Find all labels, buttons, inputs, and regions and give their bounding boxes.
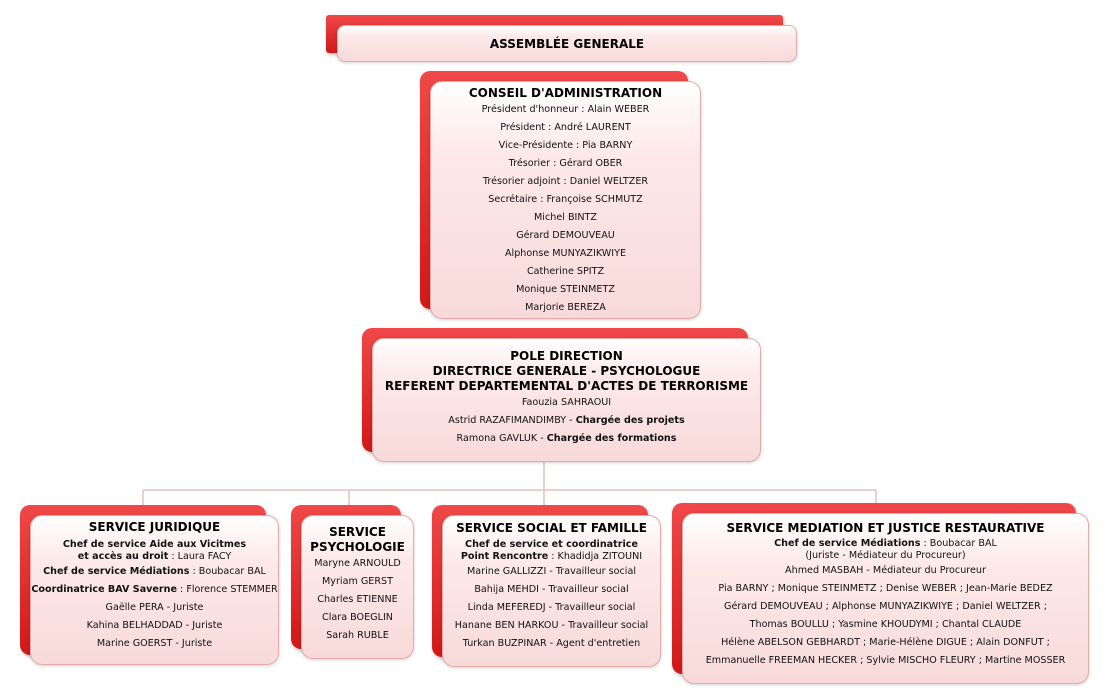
conseil-member: Monique STEINMETZ <box>516 284 615 295</box>
direction-title-1: POLE DIRECTION <box>510 349 623 363</box>
assemblee-title: ASSEMBLÉE GENERALE <box>489 37 645 51</box>
conseil-member: Michel BINTZ <box>534 212 597 223</box>
mediation-chef: Chef de service Médiations : Boubacar BAL <box>774 538 997 549</box>
social-member: Linda MEFEREDJ - Travailleur social <box>467 602 636 613</box>
mediation-member: Hélène ABELSON GEBHARDT ; Marie-Hélène DIGUE ; Alain DONFUT ; <box>721 637 1050 648</box>
service-mediation-box <box>672 503 1090 685</box>
mediation-member: Thomas BOULLU ; Yasmine KHOUDYMI ; Chantal CLAUDE <box>749 619 1022 630</box>
direction-staff: Ramona GAVLUK - Chargée des formations <box>456 433 677 444</box>
mediation-member: Pia BARNY ; Monique STEINMETZ ; Denise WEBER ; Jean-Marie BEDEZ <box>718 583 1053 594</box>
psychologie-member: Myriam GERST <box>322 576 393 587</box>
mediation-member: Ahmed MASBAH - Médiateur du Procureur <box>785 565 986 576</box>
conseil-member: Président : André LAURENT <box>500 122 631 133</box>
social-chef: Point Rencontre : Khadidja ZITOUNI <box>460 551 643 562</box>
direction-staff: Astrid RAZAFIMANDIMBY - Chargée des projets <box>448 415 685 426</box>
psychologie-member: Charles ETIENNE <box>317 594 398 605</box>
psychologie-member: Maryne ARNOULD <box>314 558 401 569</box>
juridique-member: Gaëlle PERA - Juriste <box>105 602 204 613</box>
pole-direction-box <box>362 328 762 463</box>
juridique-chef2: Chef de service Médiations : Boubacar BAL <box>43 566 266 577</box>
social-member: Hanane BEN HARKOU - Travailleur social <box>454 620 649 631</box>
mediation-title: SERVICE MEDIATION ET JUSTICE RESTAURATIVE <box>726 521 1045 535</box>
conseil-title: CONSEIL D'ADMINISTRATION <box>468 86 663 100</box>
psychologie-member: Sarah RUBLE <box>326 630 389 641</box>
social-member: Marine GALLIZZI - Travailleur social <box>466 566 636 577</box>
juridique-coord: Coordinatrice BAV Saverne : Florence STEMMER <box>31 584 278 595</box>
social-member: Bahija MEHDI - Travailleur social <box>474 584 629 595</box>
conseil-member: Secrétaire : Françoise SCHMUTZ <box>488 194 643 205</box>
conseil-member: Catherine SPITZ <box>526 266 605 277</box>
juridique-member: Kahina BELHADDAD - Juriste <box>86 620 223 631</box>
assemblee-generale-box <box>326 15 798 63</box>
juridique-chef1: et accès au droit : Laura FACY <box>77 551 232 562</box>
social-title: SERVICE SOCIAL ET FAMILLE <box>456 521 647 535</box>
psychologie-title-a: SERVICE <box>329 525 386 539</box>
conseil-member: Vice-Présidente : Pia BARNY <box>498 140 633 151</box>
social-chef-role: Chef de service et coordinatrice <box>465 539 638 550</box>
juridique-member: Marine GOERST - Juriste <box>96 638 213 649</box>
juridique-chef1-role: Chef de service Aide aux Vicitmes <box>62 539 247 550</box>
conseil-member: Alphonse MUNYAZIKWIYE <box>504 248 627 259</box>
service-juridique-box <box>20 505 280 665</box>
conseil-member: Trésorier adjoint : Daniel WELTZER <box>482 176 649 187</box>
mediation-chef-note: (Juriste - Médiateur du Procureur) <box>805 550 966 561</box>
conseil-member: Gérard DEMOUVEAU <box>516 230 615 241</box>
mediation-member: Gérard DEMOUVEAU ; Alphonse MUNYAZIKWIYE ; Daniel WELTZER ; <box>724 601 1047 612</box>
director-name: Faouzia SAHRAOUI <box>521 397 612 408</box>
conseil-administration-box <box>420 71 702 321</box>
juridique-title: SERVICE JURIDIQUE <box>88 520 221 534</box>
conseil-member: Marjorie BEREZA <box>525 302 606 313</box>
service-social-box <box>432 505 662 667</box>
mediation-member: Emmanuelle FREEMAN HECKER ; Sylvie MISCHO FLEURY ; Martine MOSSER <box>705 655 1066 666</box>
direction-title-3: REFERENT DEPARTEMENTAL D'ACTES DE TERRORISME <box>384 379 749 393</box>
conseil-member: Trésorier : Gérard OBER <box>508 158 623 169</box>
psychologie-member: Clara BOEGLIN <box>322 612 393 623</box>
social-member: Turkan BUZPINAR - Agent d'entretien <box>462 638 641 649</box>
conseil-member: Président d'honneur : Alain WEBER <box>481 104 650 115</box>
psychologie-title-b: PSYCHOLOGIE <box>310 540 405 554</box>
service-psychologie-box <box>291 505 415 660</box>
direction-title-2: DIRECTRICE GENERALE - PSYCHOLOGUE <box>432 364 701 378</box>
